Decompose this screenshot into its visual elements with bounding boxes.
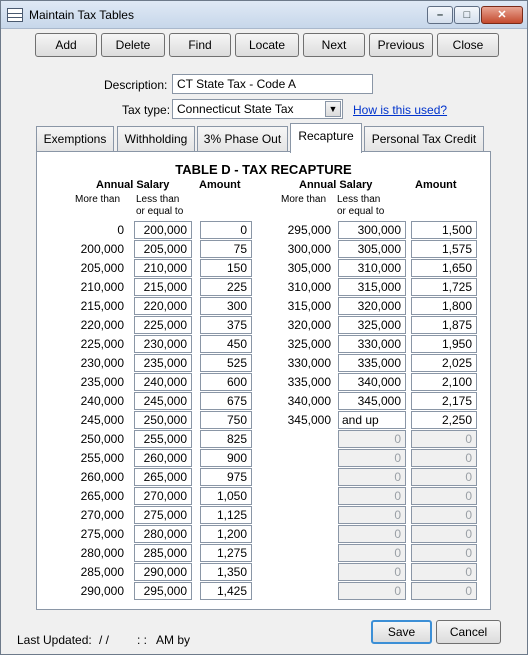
- more-than-value: 265,000: [80, 489, 124, 503]
- last-updated-label: Last Updated:: [17, 633, 92, 647]
- annual-salary-header-left: Annual Salary: [96, 179, 170, 191]
- less-than-field[interactable]: 335,000: [338, 354, 406, 372]
- how-is-this-used-link[interactable]: How is this used?: [353, 103, 448, 117]
- amount-field[interactable]: 1,050: [200, 487, 252, 505]
- amount-field[interactable]: 1,425: [200, 582, 252, 600]
- less-than-field[interactable]: 300,000: [338, 221, 406, 239]
- amount-field[interactable]: 1,725: [411, 278, 477, 296]
- amount-field[interactable]: 1,200: [200, 525, 252, 543]
- less-than-field[interactable]: 280,000: [134, 525, 192, 543]
- amount-field[interactable]: 1,500: [411, 221, 477, 239]
- less-than-field[interactable]: 260,000: [134, 449, 192, 467]
- more-than-value: 215,000: [80, 299, 124, 313]
- less-than-field[interactable]: 215,000: [134, 278, 192, 296]
- more-than-value: 305,000: [287, 261, 331, 275]
- tab-exemptions[interactable]: Exemptions: [36, 126, 114, 151]
- less-than-field: 0: [338, 487, 406, 505]
- amount-field[interactable]: 150: [200, 259, 252, 277]
- amount-field[interactable]: 1,950: [411, 335, 477, 353]
- amount-field: 0: [411, 449, 477, 467]
- amount-field[interactable]: 900: [200, 449, 252, 467]
- amount-field[interactable]: 0: [200, 221, 252, 239]
- amount-field: 0: [411, 525, 477, 543]
- tax-type-select[interactable]: [172, 99, 343, 119]
- more-than-value: 205,000: [80, 261, 124, 275]
- more-than-value: 270,000: [80, 508, 124, 522]
- amount-field: 0: [411, 582, 477, 600]
- more-than-value: 310,000: [287, 280, 331, 294]
- close-window-button[interactable]: [481, 6, 523, 24]
- cancel-button[interactable]: Cancel: [436, 620, 501, 644]
- less-than-field: 0: [338, 582, 406, 600]
- more-than-value: 325,000: [287, 337, 331, 351]
- more-than-value: 260,000: [80, 470, 124, 484]
- delete-button[interactable]: Delete: [101, 33, 165, 57]
- minimize-button[interactable]: [427, 6, 453, 24]
- chevron-down-icon[interactable]: ▼: [325, 101, 341, 117]
- more-than-value: 280,000: [80, 546, 124, 560]
- less-than-field[interactable]: 235,000: [134, 354, 192, 372]
- more-than-value: 255,000: [80, 451, 124, 465]
- more-than-value: 235,000: [80, 375, 124, 389]
- more-than-value: 220,000: [80, 318, 124, 332]
- more-than-value: 290,000: [80, 584, 124, 598]
- amount-field[interactable]: 675: [200, 392, 252, 410]
- next-button[interactable]: Next: [303, 33, 365, 57]
- maximize-icon: □: [463, 9, 471, 21]
- less-than-field: 0: [338, 430, 406, 448]
- last-updated-ampm-by: AM by: [156, 633, 191, 647]
- more-than-value: 250,000: [80, 432, 124, 446]
- less-than-field[interactable]: 245,000: [134, 392, 192, 410]
- minimize-icon: –: [436, 9, 444, 21]
- amount-field[interactable]: 825: [200, 430, 252, 448]
- less-than-field[interactable]: 330,000: [338, 335, 406, 353]
- less-than-field[interactable]: 305,000: [338, 240, 406, 258]
- less-than-field: 0: [338, 468, 406, 486]
- less-than-field[interactable]: 240,000: [134, 373, 192, 391]
- more-than-value: 200,000: [80, 242, 124, 256]
- less-than-field[interactable]: 205,000: [134, 240, 192, 258]
- amount-field[interactable]: 450: [200, 335, 252, 353]
- less-than-field[interactable]: 225,000: [134, 316, 192, 334]
- more-than-value: 295,000: [287, 223, 331, 237]
- tab-recapture[interactable]: Recapture: [290, 123, 362, 153]
- less-than-field: 0: [338, 506, 406, 524]
- less-than-field[interactable]: 285,000: [134, 544, 192, 562]
- close-button[interactable]: Close: [437, 33, 499, 57]
- more-than-label-right: More than: [281, 194, 327, 205]
- less-than-label-left: Less than: [136, 194, 180, 205]
- less-than-field[interactable]: 290,000: [134, 563, 192, 581]
- amount-field: 0: [411, 506, 477, 524]
- less-than-field[interactable]: 250,000: [134, 411, 192, 429]
- amount-field[interactable]: 1,350: [200, 563, 252, 581]
- description-field[interactable]: CT State Tax - Code A: [172, 74, 373, 94]
- amount-field[interactable]: 600: [200, 373, 252, 391]
- less-than-field: 0: [338, 449, 406, 467]
- maximize-button[interactable]: [454, 6, 480, 24]
- amount-field[interactable]: 300: [200, 297, 252, 315]
- amount-field[interactable]: 1,575: [411, 240, 477, 258]
- or-equal-label-right: or equal to: [337, 206, 385, 217]
- amount-field[interactable]: 1,650: [411, 259, 477, 277]
- amount-header-right: Amount: [415, 179, 457, 191]
- amount-field[interactable]: 75: [200, 240, 252, 258]
- less-than-label-right: Less than: [337, 194, 381, 205]
- less-than-field[interactable]: 275,000: [134, 506, 192, 524]
- more-than-value: 225,000: [80, 337, 124, 351]
- amount-field: 0: [411, 468, 477, 486]
- amount-field[interactable]: 1,275: [200, 544, 252, 562]
- description-label: Description:: [104, 78, 168, 92]
- more-than-value: 300,000: [287, 242, 331, 256]
- locate-button[interactable]: Locate: [235, 33, 299, 57]
- less-than-field[interactable]: 220,000: [134, 297, 192, 315]
- tab-withholding[interactable]: Withholding: [117, 126, 195, 151]
- amount-field[interactable]: 1,875: [411, 316, 477, 334]
- find-button[interactable]: Find: [169, 33, 231, 57]
- save-button[interactable]: Save: [371, 620, 432, 644]
- title-bar[interactable]: [1, 1, 527, 29]
- amount-field[interactable]: 2,025: [411, 354, 477, 372]
- more-than-value: 245,000: [80, 413, 124, 427]
- amount-field[interactable]: 525: [200, 354, 252, 372]
- amount-header-left: Amount: [199, 179, 241, 191]
- more-than-value: 275,000: [80, 527, 124, 541]
- less-than-field[interactable]: 265,000: [134, 468, 192, 486]
- less-than-field[interactable]: 310,000: [338, 259, 406, 277]
- less-than-field[interactable]: 200,000: [134, 221, 192, 239]
- amount-field: 0: [411, 487, 477, 505]
- more-than-value: 335,000: [287, 375, 331, 389]
- last-updated-date: / /: [99, 633, 110, 647]
- more-than-value: 285,000: [80, 565, 124, 579]
- tab-phase-out[interactable]: 3% Phase Out: [197, 126, 288, 151]
- amount-field[interactable]: 225: [200, 278, 252, 296]
- less-than-field[interactable]: 315,000: [338, 278, 406, 296]
- less-than-field[interactable]: 255,000: [134, 430, 192, 448]
- less-than-field[interactable]: 210,000: [134, 259, 192, 277]
- table-icon: [7, 8, 23, 22]
- table-title: TABLE D - TAX RECAPTURE: [175, 162, 352, 177]
- more-than-value: 315,000: [287, 299, 331, 313]
- amount-field[interactable]: 2,250: [411, 411, 477, 429]
- more-than-value: 210,000: [80, 280, 124, 294]
- amount-field[interactable]: 1,125: [200, 506, 252, 524]
- more-than-value: 345,000: [287, 413, 331, 427]
- more-than-value: 330,000: [287, 356, 331, 370]
- previous-button[interactable]: Previous: [369, 33, 433, 57]
- amount-field: 0: [411, 430, 477, 448]
- add-button[interactable]: Add: [35, 33, 97, 57]
- less-than-field[interactable]: 270,000: [134, 487, 192, 505]
- less-than-field[interactable]: 325,000: [338, 316, 406, 334]
- amount-field[interactable]: 2,175: [411, 392, 477, 410]
- more-than-value: 320,000: [287, 318, 331, 332]
- amount-field[interactable]: 1,800: [411, 297, 477, 315]
- less-than-field[interactable]: 295,000: [134, 582, 192, 600]
- less-than-field[interactable]: and up: [338, 411, 406, 429]
- tax-type-value: Connecticut State Tax: [177, 102, 294, 116]
- more-than-label-left: More than: [75, 194, 121, 205]
- less-than-field: 0: [338, 563, 406, 581]
- amount-field[interactable]: 975: [200, 468, 252, 486]
- more-than-value: 0: [117, 223, 124, 237]
- less-than-field[interactable]: 345,000: [338, 392, 406, 410]
- amount-field[interactable]: 2,100: [411, 373, 477, 391]
- less-than-field: 0: [338, 525, 406, 543]
- tax-type-label: Tax type:: [122, 103, 171, 117]
- less-than-field[interactable]: 340,000: [338, 373, 406, 391]
- less-than-field: 0: [338, 544, 406, 562]
- window-title: Maintain Tax Tables: [29, 8, 134, 22]
- amount-field[interactable]: 750: [200, 411, 252, 429]
- amount-field: 0: [411, 563, 477, 581]
- more-than-value: 240,000: [80, 394, 124, 408]
- less-than-field[interactable]: 230,000: [134, 335, 192, 353]
- less-than-field[interactable]: 320,000: [338, 297, 406, 315]
- amount-field[interactable]: 375: [200, 316, 252, 334]
- annual-salary-header-right: Annual Salary: [299, 179, 373, 191]
- tab-personal-tax-credit[interactable]: Personal Tax Credit: [364, 126, 484, 151]
- close-icon: ✕: [497, 9, 507, 21]
- recapture-panel: [36, 151, 491, 610]
- last-updated-time: : :: [137, 633, 148, 647]
- or-equal-label-left: or equal to: [136, 206, 184, 217]
- more-than-value: 230,000: [80, 356, 124, 370]
- amount-field: 0: [411, 544, 477, 562]
- more-than-value: 340,000: [287, 394, 331, 408]
